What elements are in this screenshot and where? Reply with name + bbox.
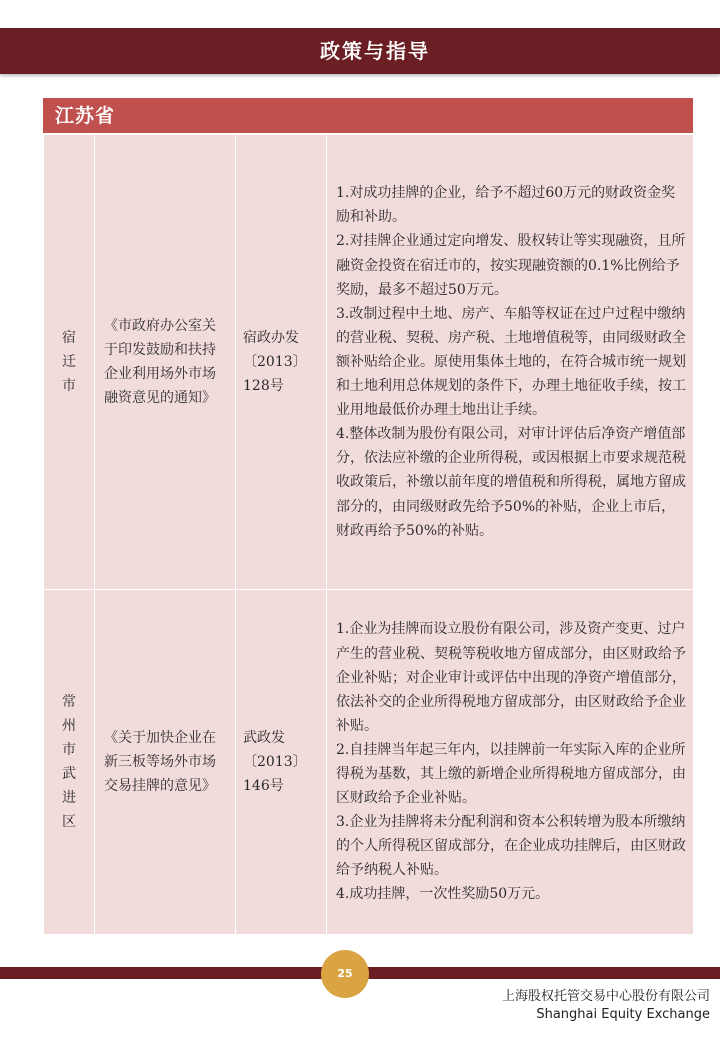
- policy-item: 3.改制过程中土地、房产、车船等权证在过户过程中缴纳的营业税、契税、房产税、土地增值税等，由同级财政全额补贴给企业。原使用集体土地的，在符合城市统一规划和土地利用总体规划的条件下，办理土地征收手续，按工业用地最低价办理土地出让手续。: [336, 305, 686, 419]
- policy-item: 2.自挂牌当年起三年内，以挂牌前一年实际入库的企业所得税为基数，其上缴的新增企业所得税地方留成部分，由区财政给予企业补贴。: [336, 741, 686, 807]
- policy-item: 4.成功挂牌，一次性奖励50万元。: [336, 886, 550, 903]
- region-name: 江苏省: [55, 105, 116, 127]
- region-header: [43, 98, 693, 134]
- policy-item: 3.企业为挂牌将未分配利润和资本公积转增为股本所缴纳的个人所得税区留成部分，在企业成功挂牌后，由区财政给予纳税人补贴。: [336, 814, 686, 879]
- footer-company: [502, 988, 710, 1024]
- section-title: 政策与指导: [320, 39, 430, 63]
- policy-item: 1.对成功挂牌的企业，给予不超过60万元的财政资金奖励和补助。: [336, 185, 676, 226]
- policy-table: [43, 134, 694, 935]
- header-band: [0, 28, 720, 74]
- city-cell: 宿迁市: [44, 135, 95, 590]
- policy-item: 2.对挂牌企业通过定向增发、股权转让等实现融资，且所融资金投资在宿迁市的，按实现融资额的0.1%比例给予奖励，最多不超过50万元。: [336, 233, 686, 298]
- policy-item: 1.企业为挂牌而设立股份有限公司，涉及资产变更、过户产生的营业税、契税等税收地方留成部分，由区财政给予企业补贴；对企业审计或评估中出现的净资产增值部分，依法补交的企业所得税地方留成部分，由区财政给予企业补贴。: [336, 621, 686, 734]
- policy-item: 4.整体改制为股份有限公司，对审计评估后净资产增值部分，依法应补缴的企业所得税，或因根据上市要求规范税收政策后，补缴以前年度的增值税和所得税，属地方留成部分的，由同级财政先给予50%的补贴，企业上市后，财政再给予50%的补贴。: [336, 426, 686, 539]
- page-number: 25: [321, 950, 369, 998]
- document-title: 《市政府办公室关于印发鼓励和扶持企业利用场外市场融资意见的通知》: [95, 135, 236, 590]
- company-name-cn: 上海股权托管交易中心股份有限公司: [501, 989, 710, 1004]
- table-row: [44, 135, 694, 590]
- document-number: 武政发〔2013〕146号: [236, 590, 327, 935]
- document-number: 宿政办发〔2013〕128号: [236, 135, 327, 590]
- company-name-en: Shanghai Equity Exchange: [536, 1007, 710, 1022]
- policy-content: [327, 135, 694, 590]
- city-cell: 常州市武进区: [44, 590, 95, 935]
- table-row: [44, 590, 694, 935]
- policy-content: [327, 590, 694, 935]
- document-title: 《关于加快企业在新三板等场外市场交易挂牌的意见》: [95, 590, 236, 935]
